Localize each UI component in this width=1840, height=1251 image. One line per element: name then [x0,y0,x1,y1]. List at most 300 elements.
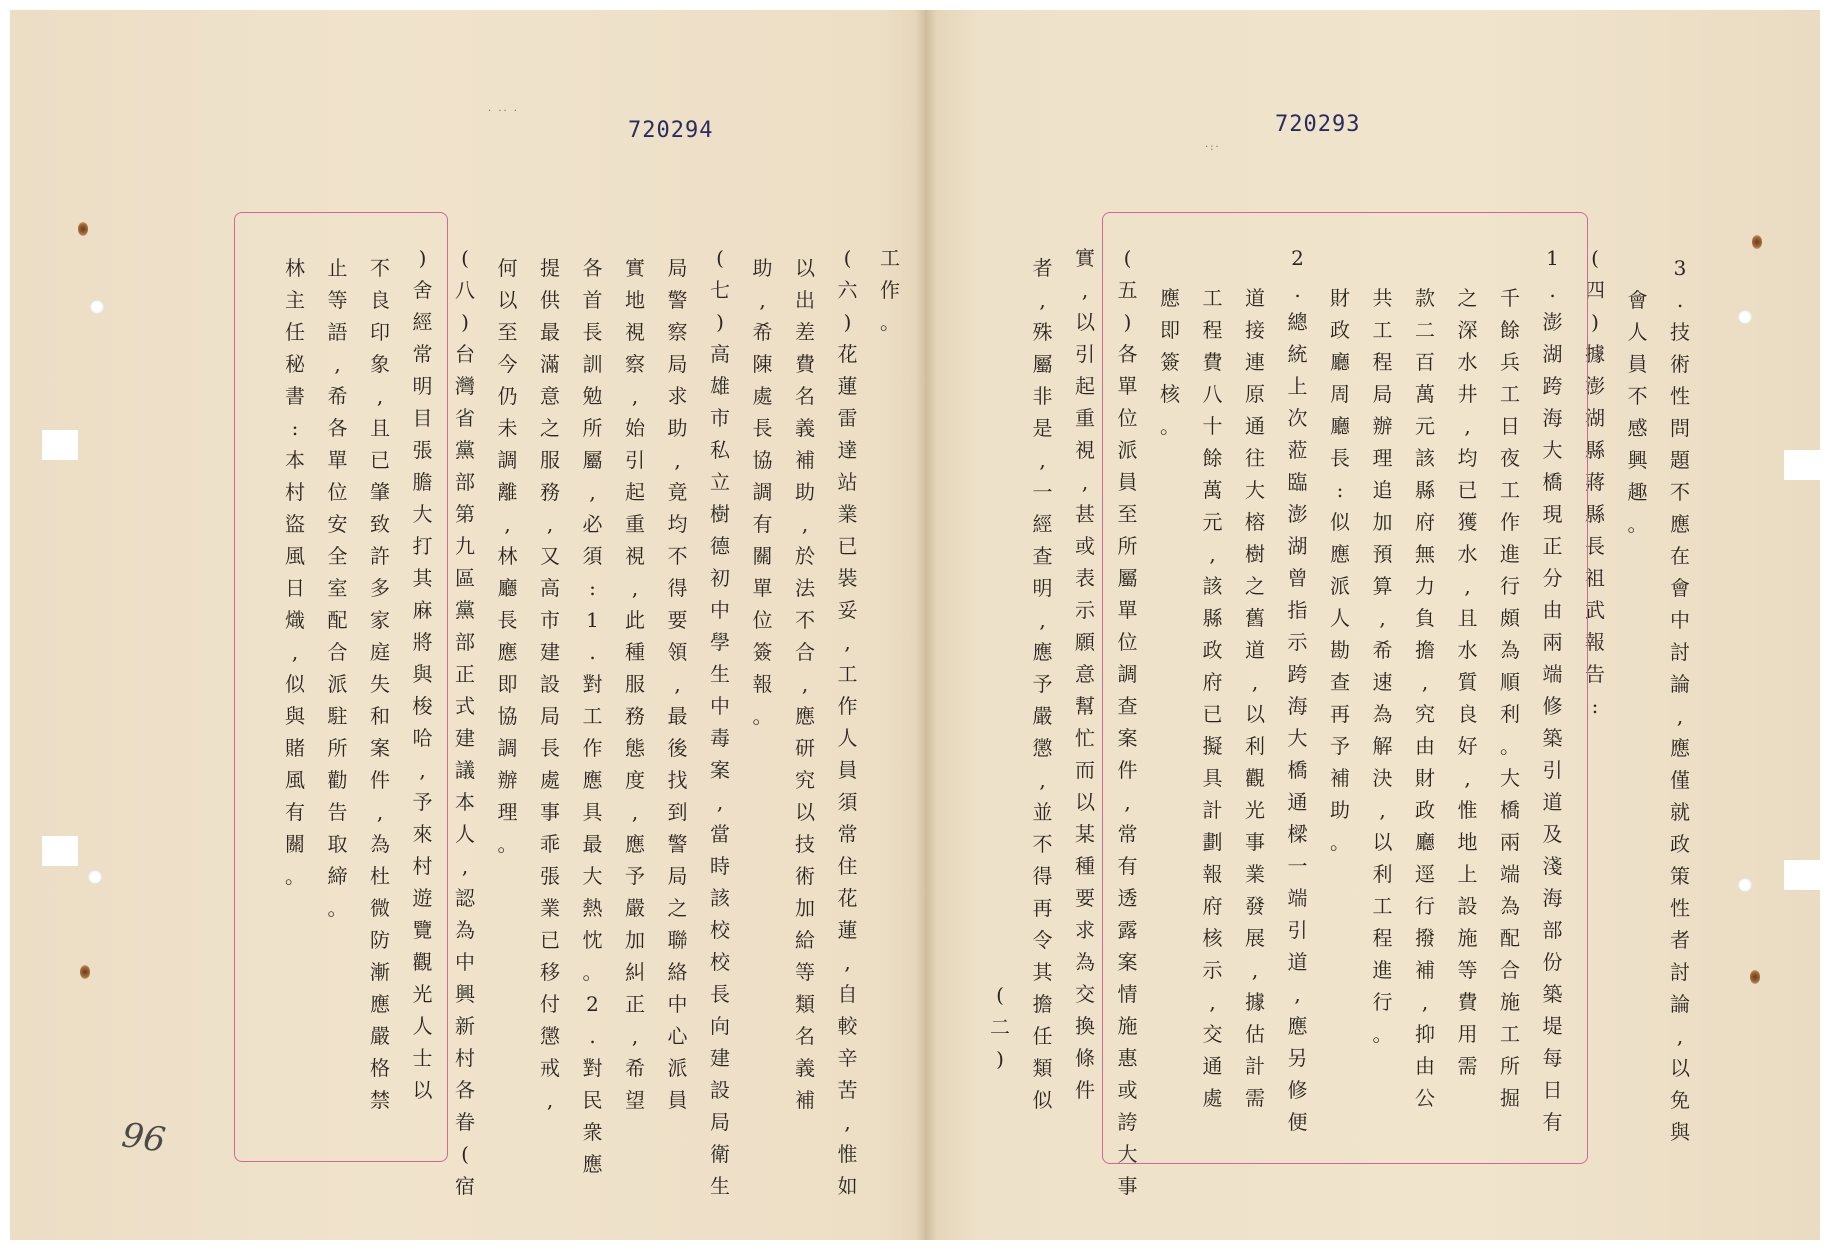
text-glyph: 庭 [370,640,390,664]
text-glyph: 九 [455,534,475,558]
text-glyph: 又 [540,544,560,568]
text-glyph: 微 [370,896,390,920]
text-glyph: 。 [497,832,518,856]
text-glyph: 應 [1670,512,1690,536]
text-glyph: 義 [795,416,815,440]
text-glyph: 查 [1330,670,1350,694]
text-glyph: 抑 [1415,1022,1435,1046]
text-glyph: ) [1123,310,1132,334]
text-glyph: 安 [327,512,348,536]
text-glyph: 取 [327,832,348,856]
text-glyph: 作 [880,278,900,302]
text-glyph: 有 [285,800,305,824]
text-glyph: 大 [1117,1142,1138,1166]
text-glyph: 應 [1330,542,1350,566]
text-glyph: 戒 [540,1056,560,1080]
text-glyph: 熱 [582,896,603,920]
text-glyph: 千 [1500,286,1520,310]
text-glyph: 高 [540,576,560,600]
text-glyph: 再 [1330,702,1350,726]
text-glyph: 應 [1287,1014,1308,1038]
text-glyph: 橋 [1542,470,1563,494]
text-glyph: 似 [1330,510,1350,534]
text-glyph: 。 [1372,1022,1393,1046]
text-glyph: 五 [1117,278,1138,302]
text-glyph: 正 [625,992,645,1016]
text-glyph: 加 [795,896,815,920]
text-glyph: 不 [370,256,390,280]
text-glyph: 意 [540,384,560,408]
text-glyph: 單 [1117,598,1138,622]
text-glyph: 事 [1117,1174,1138,1198]
text-glyph: 哈 [412,726,433,750]
text-glyph: 由 [1415,1054,1435,1078]
text-glyph: 以 [795,256,815,280]
text-glyph: 究 [795,768,815,792]
text-glyph: 。 [1627,512,1648,536]
text-glyph: 部 [455,630,475,654]
text-glyph: 施 [1457,926,1478,950]
text-glyph: ) [996,1047,1004,1071]
text-glyph: 派 [1330,574,1350,598]
text-glyph: 張 [412,438,433,462]
text-glyph: 橋 [1500,798,1520,822]
text-glyph: 最 [582,832,603,856]
text-glyph: 望 [625,1088,645,1112]
text-glyph: 已 [1457,478,1478,502]
text-glyph: 大 [1542,438,1563,462]
text-glyph: 村 [455,1046,475,1070]
text-column [985,985,1015,1081]
text-glyph: , [546,512,554,536]
text-glyph: , [1081,278,1089,302]
text-glyph: 印 [370,320,390,344]
text-glyph: 榕 [1245,510,1265,534]
text-glyph: 案 [1117,950,1138,974]
text-glyph: 海 [1287,694,1308,718]
text-glyph: 十 [1202,414,1223,438]
text-glyph: 接 [1245,318,1265,342]
text-glyph: , [334,352,341,376]
text-glyph: 為 [1500,894,1520,918]
text-glyph: 等 [327,288,348,312]
text-glyph: 應 [625,832,645,856]
text-glyph: 務 [540,480,560,504]
text-glyph: 端 [1287,886,1308,910]
text-glyph: 設 [540,672,560,696]
text-glyph: 以 [1670,1056,1690,1080]
text-glyph: 百 [1415,350,1435,374]
text-glyph: 速 [1372,670,1393,694]
text-glyph: 負 [1415,606,1435,630]
text-glyph: 局 [710,1110,730,1134]
text-glyph: 聯 [667,928,688,952]
text-glyph: 均 [1457,446,1478,470]
text-glyph: 。 [1330,830,1350,854]
text-glyph: 主 [285,288,305,312]
text-glyph: ) [1591,310,1599,334]
binding-notch [1784,450,1820,480]
text-glyph: 廳 [1330,350,1350,374]
text-glyph: 部 [1542,918,1563,942]
text-glyph: 明 [412,374,433,398]
text-glyph: 縣 [1585,438,1605,462]
text-glyph: 局 [540,704,560,728]
text-glyph: 等 [1457,958,1478,982]
text-glyph: 中 [710,598,730,622]
text-glyph: 武 [1585,598,1605,622]
text-glyph: 元 [1202,510,1223,534]
text-glyph: 部 [455,470,475,494]
text-glyph: 為 [1372,702,1393,726]
text-glyph: 今 [497,352,518,376]
text-glyph: 題 [1670,448,1690,472]
text-glyph: , [674,448,681,472]
text-glyph: 建 [540,640,560,664]
text-glyph: 至 [1117,502,1138,526]
text-glyph: ) [461,310,469,334]
text-glyph: , [1379,798,1386,822]
text-glyph: 研 [795,736,815,760]
text-glyph: 簽 [1160,350,1180,374]
text-glyph: 找 [667,768,688,792]
text-glyph: 類 [1032,1056,1053,1080]
text-glyph: 之 [1457,286,1478,310]
text-glyph: , [589,480,596,504]
text-glyph: 不 [667,544,688,568]
text-glyph: 到 [667,800,688,824]
text-glyph: 嚴 [370,1024,390,1048]
text-glyph: 常 [837,822,858,846]
text-glyph: 件 [1117,758,1138,782]
text-glyph: 予 [1032,672,1053,696]
text-glyph: 施 [1117,1014,1138,1038]
text-glyph: , [1294,982,1301,1006]
text-glyph: 以 [1075,790,1095,814]
text-glyph: 時 [710,854,730,878]
text-glyph: 有 [752,512,773,536]
right-page-number: 720293 [1275,112,1361,137]
text-glyph: 兩 [1542,630,1563,654]
text-glyph: 引 [1075,342,1095,366]
text-glyph: 者 [1670,928,1690,952]
text-glyph: 行 [1415,894,1435,918]
text-glyph: 追 [1372,478,1393,502]
text-glyph: 道 [1245,286,1265,310]
text-glyph: 乖 [540,832,560,856]
text-glyph: 3 [1673,256,1687,280]
text-glyph: 2 [586,992,599,1016]
text-glyph: 共 [1372,286,1393,310]
text-glyph: 必 [582,512,603,536]
text-glyph: 察 [625,352,645,376]
text-glyph: 估 [1245,1022,1265,1046]
text-glyph: 質 [1457,670,1478,694]
text-glyph: 。 [880,310,900,334]
text-glyph: 長 [540,736,560,760]
text-glyph: 所 [1117,534,1138,558]
text-column [705,248,735,1208]
text-glyph: 最 [667,704,688,728]
text-glyph: 本 [285,448,305,472]
text-glyph: 調 [752,480,773,504]
text-glyph: . [1676,288,1684,312]
text-glyph: 最 [540,320,560,344]
text-glyph: , [376,384,384,408]
text-glyph: 示 [1202,958,1223,982]
text-glyph: 滿 [540,352,560,376]
text-glyph: 眷 [455,1110,475,1134]
text-glyph: 市 [710,406,730,430]
text-glyph: 計 [1202,798,1223,822]
text-glyph: , [1464,414,1471,438]
punch-hole [1738,878,1752,892]
text-glyph: 行 [1500,574,1520,598]
text-glyph: 府 [1415,510,1435,534]
binding-notch [42,836,78,866]
text-glyph: 應 [1670,736,1690,760]
text-glyph: 其 [412,566,433,590]
text-glyph: 頗 [1500,606,1520,630]
text-glyph: 加 [1372,510,1393,534]
text-glyph: 忱 [582,928,603,952]
text-glyph: 費 [1202,350,1223,374]
text-glyph: 透 [1117,886,1138,910]
text-glyph: 程 [1372,350,1393,374]
text-glyph: 配 [327,608,348,632]
text-glyph: 總 [1287,310,1308,334]
text-glyph: 工 [1372,318,1393,342]
text-glyph: : [1336,478,1344,502]
text-glyph: 懲 [1032,736,1053,760]
text-glyph: 問 [1670,416,1690,440]
text-glyph: 付 [540,992,560,1016]
text-glyph: 警 [667,832,688,856]
text-glyph: 當 [710,822,730,846]
text-glyph: 大 [1287,726,1308,750]
text-glyph: 陳 [752,352,773,376]
text-glyph: : [1591,694,1599,718]
text-glyph: 感 [1627,416,1648,440]
text-glyph: 告 [327,800,348,824]
text-glyph: 樑 [1287,822,1308,846]
text-glyph: , [716,790,724,814]
text-glyph: 澎 [1585,374,1605,398]
text-glyph: 堤 [1542,1014,1563,1038]
text-glyph: 助 [667,416,688,440]
text-glyph: , [1251,958,1259,982]
text-glyph: 求 [667,384,688,408]
text-glyph: 林 [285,256,305,280]
text-glyph: 工 [1372,894,1393,918]
text-glyph: 糾 [625,960,645,984]
text-glyph: 不 [1670,480,1690,504]
text-glyph: 村 [285,480,305,504]
text-glyph: 服 [625,672,645,696]
text-glyph: 打 [412,534,433,558]
text-glyph: 省 [455,406,475,430]
text-glyph: 大 [582,864,603,888]
text-glyph: , [1209,542,1216,566]
text-glyph: 逕 [1415,862,1435,886]
text-glyph: 興 [455,982,475,1006]
text-glyph: 事 [540,800,560,824]
text-glyph: ) [418,246,427,270]
text-glyph: 議 [455,758,475,782]
text-glyph: 公 [1415,1086,1435,1110]
text-glyph: 建 [710,1046,730,1070]
text-glyph: 修 [1287,1078,1308,1102]
text-glyph: 始 [625,416,645,440]
text-glyph: 良 [370,288,390,312]
text-glyph: 實 [625,256,645,280]
text-glyph: 往 [1245,446,1265,470]
text-glyph: 並 [1032,800,1053,824]
handwritten-note: 96 [119,1115,168,1161]
text-glyph: 道 [1287,950,1308,974]
text-glyph: 擬 [1202,734,1223,758]
text-glyph: 員 [667,1088,688,1112]
text-glyph: 八 [455,278,475,302]
text-glyph: 程 [1372,926,1393,950]
text-glyph: 來 [412,822,433,846]
text-glyph: 黨 [455,598,475,622]
text-column [790,258,820,1122]
text-glyph: 。 [582,960,603,984]
text-glyph: 調 [497,736,518,760]
text-glyph: , [1676,704,1684,728]
text-glyph: 住 [837,854,858,878]
text-glyph: 海 [1542,406,1563,430]
text-glyph: 黨 [455,438,475,462]
text-glyph: 或 [1117,1078,1138,1102]
text-glyph: 討 [1670,960,1690,984]
text-glyph: 民 [582,1088,603,1112]
text-glyph: 有 [1117,854,1138,878]
stamp-smudge: ·:· [1205,142,1221,153]
text-glyph: , [291,640,299,664]
text-glyph: 態 [625,736,645,760]
text-glyph: 由 [1415,734,1435,758]
text-glyph: ) [843,310,852,334]
text-glyph: 各 [327,416,348,440]
text-glyph: 萬 [1415,382,1435,406]
staple-rust-mark [1752,235,1762,249]
text-glyph: 引 [1287,918,1308,942]
text-glyph: 性 [1670,896,1690,920]
text-column [1070,248,1100,1112]
text-glyph: 裝 [837,566,858,590]
text-glyph: , [844,1110,851,1134]
text-glyph: 且 [370,416,390,440]
text-glyph: 位 [1117,406,1138,430]
text-glyph: 所 [327,736,348,760]
text-glyph: 象 [370,352,390,376]
text-glyph: 衆 [582,1120,603,1144]
text-glyph: 得 [1032,864,1053,888]
text-glyph: 局 [667,352,688,376]
text-glyph: 理 [1372,446,1393,470]
text-glyph: 肇 [370,480,390,504]
text-glyph: , [844,950,851,974]
text-glyph: 業 [837,502,858,526]
text-column [1623,290,1653,546]
text-glyph: 費 [1457,990,1478,1014]
text-glyph: 引 [1542,758,1563,782]
text-glyph: 經 [1032,512,1053,536]
text-glyph: 核 [1202,926,1223,950]
text-glyph: 交 [1075,982,1095,1006]
text-glyph: 求 [1075,918,1095,942]
text-glyph: 每 [1542,1046,1563,1070]
text-glyph: 有 [1542,1110,1563,1134]
text-glyph: , [1421,670,1429,694]
text-glyph: 案 [370,736,390,760]
text-glyph: ( [996,983,1004,1007]
text-glyph: 便 [1287,1110,1308,1134]
text-glyph: 賭 [285,736,305,760]
text-glyph: 進 [1372,958,1393,982]
text-glyph: 順 [1500,670,1520,694]
text-glyph: 遊 [412,886,433,910]
text-glyph: , [376,800,384,824]
text-glyph: 長 [752,416,773,440]
text-glyph: 二 [990,1015,1010,1039]
text-glyph: 為 [1075,950,1095,974]
text-glyph: 向 [710,1014,730,1038]
left-page [10,10,925,1240]
text-glyph: 常 [1117,822,1138,846]
text-glyph: 合 [327,640,348,664]
text-glyph: 者 [1032,256,1053,280]
text-glyph: ( [461,1142,469,1166]
text-glyph: 蓮 [837,918,858,942]
text-glyph: 好 [1457,734,1478,758]
text-glyph: 中 [710,694,730,718]
text-glyph: 通 [1202,1054,1223,1078]
text-glyph: , [674,672,681,696]
text-glyph: 助 [1330,798,1350,822]
text-glyph: 利 [1500,702,1520,726]
text-glyph: 種 [1075,854,1095,878]
text-glyph: , [1124,790,1131,814]
text-glyph: 人 [837,726,858,750]
text-glyph: 止 [327,256,348,280]
text-glyph: 學 [710,630,730,654]
text-glyph: , [1081,470,1089,494]
text-glyph: 術 [795,864,815,888]
text-glyph: , [1676,1024,1684,1048]
text-glyph: 心 [667,1024,688,1048]
text-glyph: 類 [795,992,815,1016]
text-glyph: 井 [1457,382,1478,406]
text-glyph: 重 [625,512,645,536]
text-glyph: , [1039,448,1046,472]
text-glyph: 據 [1585,342,1605,366]
text-glyph: 即 [1160,318,1180,342]
text-glyph: . [589,1024,596,1048]
text-glyph: 應 [582,768,603,792]
text-glyph: 屬 [1032,352,1053,376]
text-glyph: 中 [1670,608,1690,632]
text-glyph: 予 [1330,734,1350,758]
text-glyph: 應 [582,1152,603,1176]
text-glyph: ( [716,246,724,270]
text-glyph: 觀 [412,950,433,974]
text-glyph: 人 [1330,606,1350,630]
text-glyph: 私 [710,438,730,462]
text-glyph: 財 [1330,286,1350,310]
